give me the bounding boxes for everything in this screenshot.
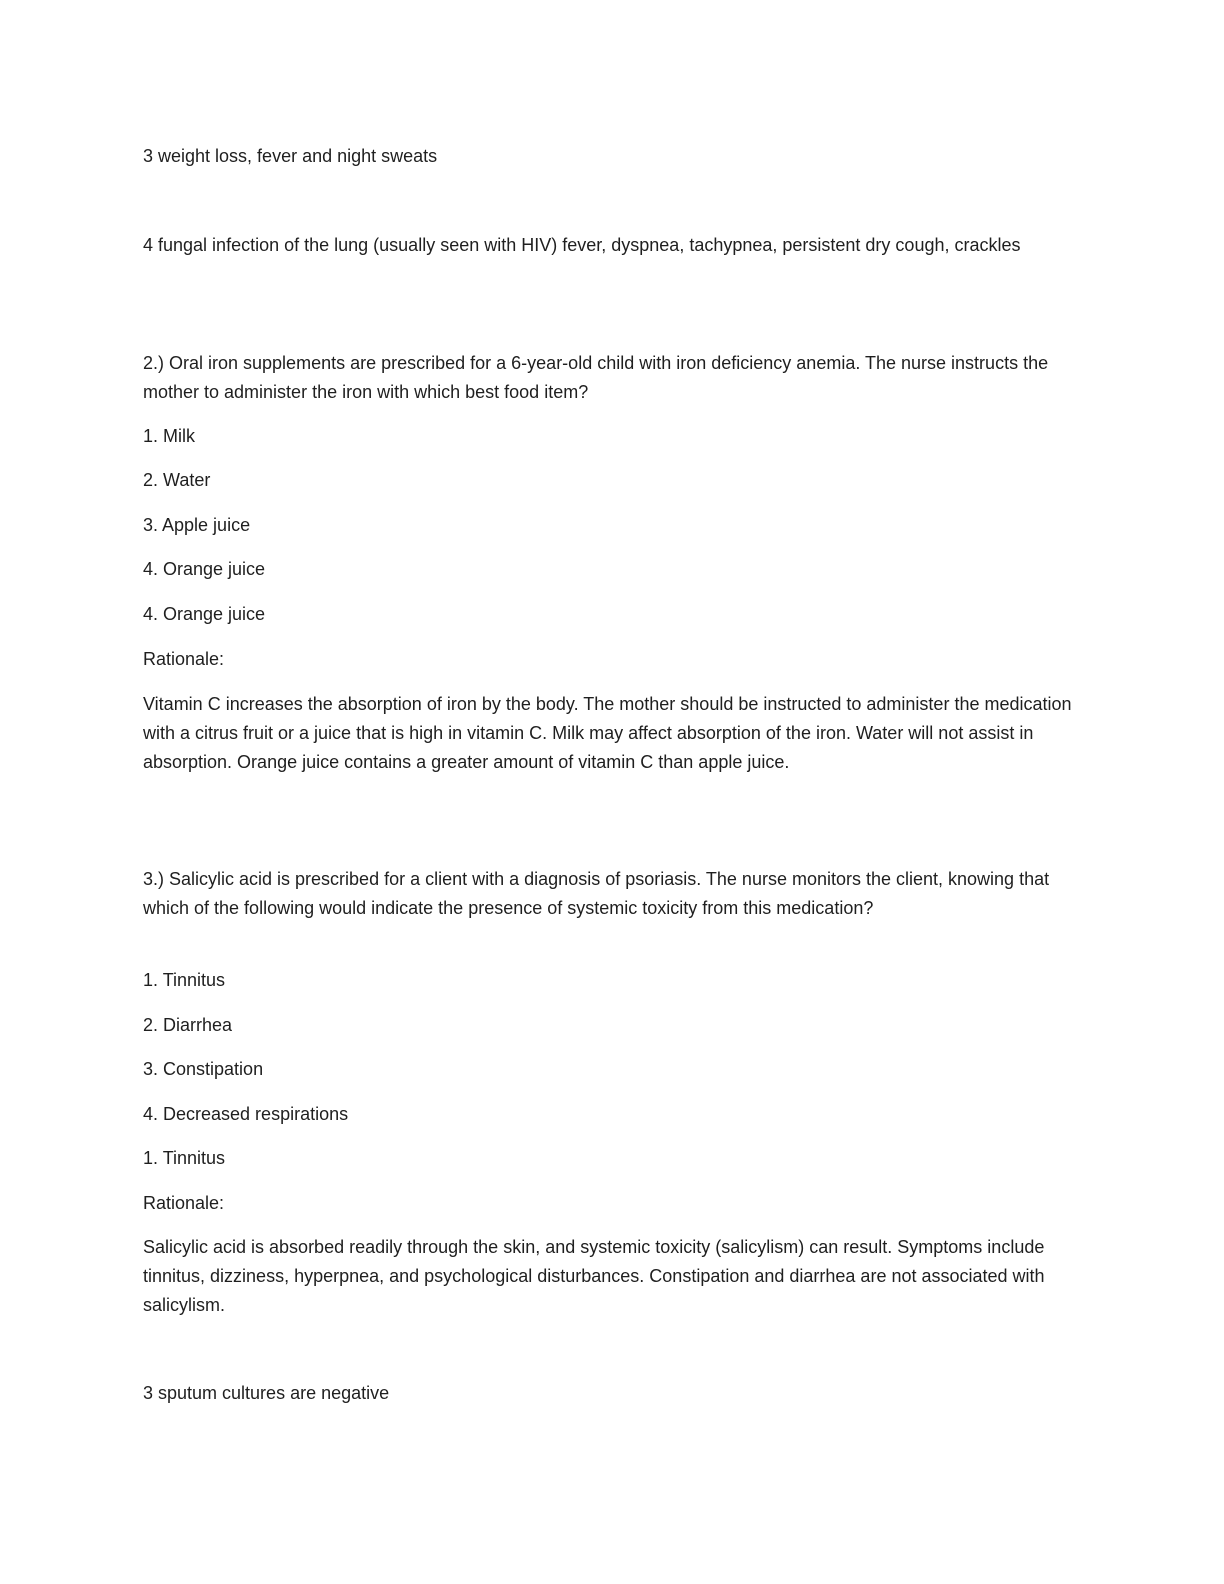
question-3-option-1: 1. Tinnitus [143, 970, 226, 990]
question-2-rationale-label: Rationale: [143, 649, 225, 669]
question-3-text: 3.) Salicylic acid is prescribed for a client with a diagnosis of psoriasis. The nurse monitors the client, knowing that which of the following would indicate the presence of systemic toxicity from this medication? [143, 869, 1050, 918]
question-3-option-3: 3. Constipation [143, 1059, 264, 1079]
question-3-answer: 1. Tinnitus [143, 1148, 226, 1168]
question-3-rationale-label: Rationale: [143, 1193, 225, 1213]
question-3-option-2: 2. Diarrhea [143, 1015, 233, 1035]
question-3-option-4: 4. Decreased respirations [143, 1104, 349, 1124]
intro-line-weight-loss: 3 weight loss, fever and night sweats [143, 146, 438, 166]
intro-line-fungal-infection: 4 fungal infection of the lung (usually seen with HIV) fever, dyspnea, tachypnea, persistent dry cough, crackles [143, 235, 1021, 255]
question-2-option-3: 3. Apple juice [143, 515, 251, 535]
question-2-option-1: 1. Milk [143, 426, 196, 446]
outro-line-sputum: 3 sputum cultures are negative [143, 1383, 390, 1403]
question-2-text: 2.) Oral iron supplements are prescribed for a 6-year-old child with iron deficiency anemia. The nurse instructs the mother to administer the iron with which best food item? [143, 353, 1049, 402]
question-3-rationale: Salicylic acid is absorbed readily through the skin, and systemic toxicity (salicylism) can result. Symptoms include tinnitus, dizziness, hyperpnea, and psychological disturbances. Constipation and diarrhea are not associated with salicylism. [143, 1237, 1045, 1315]
question-2-answer: 4. Orange juice [143, 604, 266, 624]
question-2-option-2: 2. Water [143, 470, 211, 490]
question-2-rationale: Vitamin C increases the absorption of iron by the body. The mother should be instructed to administer the medication with a citrus fruit or a juice that is high in vitamin C. Milk may affect absorption of the iron. Water will not assist in absorption. Orange juice contains a greater amount of vitamin C than apple juice. [143, 694, 1072, 772]
question-2-option-4: 4. Orange juice [143, 559, 266, 579]
